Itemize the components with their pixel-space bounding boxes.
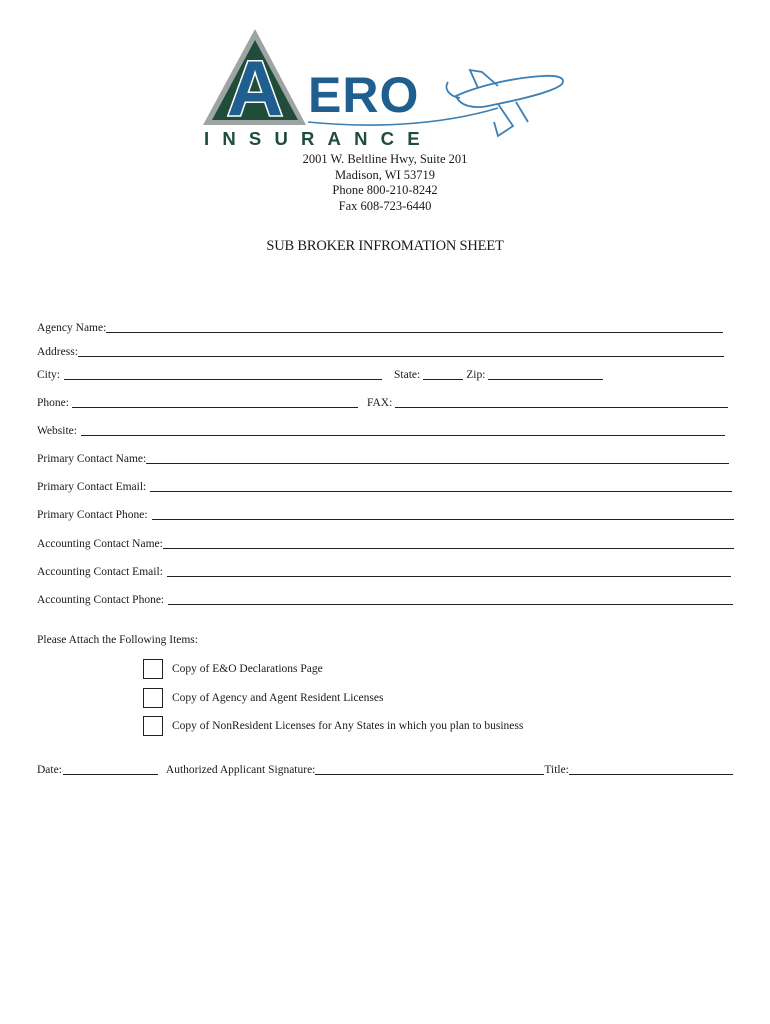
attachment-item xyxy=(143,716,523,736)
accounting-contact-name-field[interactable] xyxy=(163,536,734,549)
zip-field[interactable] xyxy=(488,367,603,380)
fax-field[interactable] xyxy=(395,395,728,408)
primary-contact-name-field[interactable] xyxy=(146,451,729,464)
state-field[interactable] xyxy=(423,367,463,380)
city-field[interactable] xyxy=(64,367,382,380)
primary-contact-email-field[interactable] xyxy=(150,479,732,492)
phone-field[interactable] xyxy=(72,395,358,408)
agency-name-label: Agency Name: xyxy=(37,322,107,334)
date-label: Date: xyxy=(37,764,62,776)
attachment-item xyxy=(143,688,383,708)
address-fax: Fax 608-723-6440 xyxy=(338,198,432,213)
primary-contact-name-row xyxy=(37,450,729,466)
accounting-contact-email-field[interactable] xyxy=(167,564,731,577)
accounting-contact-name-label: Accounting Contact Name: xyxy=(37,538,163,550)
agency-name-row xyxy=(37,319,723,335)
fax-label: FAX: xyxy=(366,397,393,409)
eo-declarations-checkbox[interactable] xyxy=(143,659,163,679)
website-row xyxy=(37,422,725,438)
signature-label: Authorized Applicant Signature: xyxy=(165,764,316,776)
attachment-item-label: Copy of Agency and Agent Resident Licenses xyxy=(172,692,384,704)
accounting-contact-email-row xyxy=(37,563,731,579)
website-label: Website: xyxy=(37,425,77,437)
accounting-contact-phone-row xyxy=(37,591,733,607)
address-phone: Phone 800-210-8242 xyxy=(332,183,438,197)
primary-contact-name-label: Primary Contact Name: xyxy=(37,453,147,465)
accounting-contact-email-label: Accounting Contact Email: xyxy=(37,566,163,578)
signature-row xyxy=(37,761,733,777)
title-label: Title: xyxy=(544,764,569,776)
address-label: Address: xyxy=(37,346,78,358)
attachments-label: Please Attach the Following Items: xyxy=(37,634,198,646)
state-label: State: xyxy=(394,369,421,381)
primary-contact-phone-row xyxy=(37,506,734,522)
date-field[interactable] xyxy=(63,762,158,775)
city-label: City: xyxy=(37,369,61,381)
address-row xyxy=(37,343,724,359)
primary-contact-email-row xyxy=(37,478,732,494)
address-street: 2001 W. Beltline Hwy, Suite 201 xyxy=(302,152,468,166)
city-state-zip-row xyxy=(37,366,603,382)
logo-graphic xyxy=(198,26,573,152)
phone-label: Phone: xyxy=(37,397,69,409)
primary-contact-phone-field[interactable] xyxy=(152,507,734,520)
address-city: Madison, WI 53719 xyxy=(334,167,436,182)
company-address xyxy=(0,152,770,214)
primary-contact-phone-label: Primary Contact Phone: xyxy=(37,509,148,521)
logo-wordmark: ERO xyxy=(308,67,420,123)
title-field[interactable] xyxy=(569,762,733,775)
agency-name-field[interactable] xyxy=(106,320,723,333)
attachment-item xyxy=(143,659,323,679)
accounting-contact-phone-field[interactable] xyxy=(168,592,733,605)
airplane-icon xyxy=(447,70,564,136)
website-field[interactable] xyxy=(81,423,725,436)
accounting-contact-name-row xyxy=(37,535,734,551)
signature-field[interactable] xyxy=(315,762,544,775)
aero-insurance-logo xyxy=(198,26,573,152)
address-field[interactable] xyxy=(78,344,724,357)
accounting-contact-phone-label: Accounting Contact Phone: xyxy=(37,594,165,606)
page-title: SUB BROKER INFROMATION SHEET xyxy=(266,238,504,254)
primary-contact-email-label: Primary Contact Email: xyxy=(37,481,147,493)
nonresident-licenses-checkbox[interactable] xyxy=(143,716,163,736)
phone-fax-row xyxy=(37,394,728,410)
attachment-item-label: Copy of E&O Declarations Page xyxy=(172,663,323,675)
attachment-item-label: Copy of NonResident Licenses for Any States in which you plan to business xyxy=(172,720,524,732)
logo-tagline: INSURANCE xyxy=(204,128,433,149)
logo-initial: A xyxy=(226,44,284,132)
zip-label: Zip: xyxy=(466,369,486,381)
resident-licenses-checkbox[interactable] xyxy=(143,688,163,708)
